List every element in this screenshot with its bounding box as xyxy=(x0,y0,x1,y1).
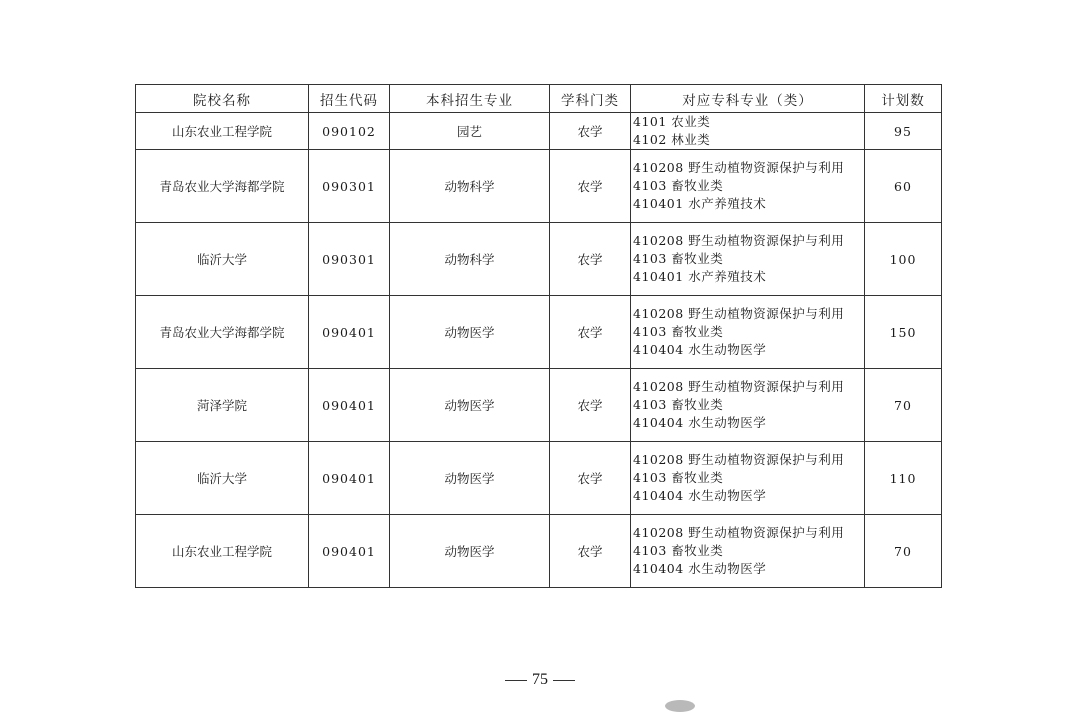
specialty-line: 4103 畜牧业类 xyxy=(633,470,724,485)
specialties-cell xyxy=(631,223,865,296)
category-cell: 农学 xyxy=(550,223,631,296)
code-cell: 090301 xyxy=(309,150,390,223)
category-cell: 农学 xyxy=(550,442,631,515)
code-cell: 090301 xyxy=(309,223,390,296)
category-cell: 农学 xyxy=(550,369,631,442)
school-cell: 菏泽学院 xyxy=(136,369,309,442)
table-row xyxy=(136,150,942,223)
major-cell: 动物科学 xyxy=(390,150,550,223)
header-major: 本科招生专业 xyxy=(390,85,550,113)
specialties-cell xyxy=(631,113,865,150)
specialty-line: 4103 畜牧业类 xyxy=(633,178,724,193)
plan-cell: 70 xyxy=(865,369,942,442)
header-category: 学科门类 xyxy=(550,85,631,113)
major-cell: 动物科学 xyxy=(390,223,550,296)
specialty-line: 410208 野生动植物资源保护与利用 xyxy=(633,160,845,175)
code-cell: 090401 xyxy=(309,369,390,442)
header-code: 招生代码 xyxy=(309,85,390,113)
enrollment-plan-table xyxy=(135,84,942,588)
specialty-line: 410404 水生动物医学 xyxy=(633,342,767,357)
specialty-line: 4102 林业类 xyxy=(633,132,711,147)
school-cell: 临沂大学 xyxy=(136,223,309,296)
category-cell: 农学 xyxy=(550,150,631,223)
footer-dash-right xyxy=(553,680,575,681)
major-cell: 动物医学 xyxy=(390,442,550,515)
school-cell: 青岛农业大学海都学院 xyxy=(136,150,309,223)
specialty-line: 410401 水产养殖技术 xyxy=(633,269,767,284)
plan-cell: 110 xyxy=(865,442,942,515)
category-cell: 农学 xyxy=(550,296,631,369)
school-cell: 山东农业工程学院 xyxy=(136,113,309,150)
table-row xyxy=(136,113,942,150)
specialty-line: 410404 水生动物医学 xyxy=(633,561,767,576)
table-header-row xyxy=(136,85,942,113)
school-cell: 山东农业工程学院 xyxy=(136,515,309,588)
specialties-cell xyxy=(631,369,865,442)
scan-smudge xyxy=(665,700,695,712)
header-school: 院校名称 xyxy=(136,85,309,113)
table-row xyxy=(136,369,942,442)
specialty-line: 410208 野生动植物资源保护与利用 xyxy=(633,525,845,540)
header-specialties: 对应专科专业（类） xyxy=(631,85,865,113)
specialty-line: 4103 畜牧业类 xyxy=(633,251,724,266)
plan-cell: 60 xyxy=(865,150,942,223)
specialties-cell xyxy=(631,296,865,369)
major-cell: 园艺 xyxy=(390,113,550,150)
page-number: 75 xyxy=(532,671,548,688)
specialty-line: 410208 野生动植物资源保护与利用 xyxy=(633,452,845,467)
specialty-line: 4101 农业类 xyxy=(633,114,711,129)
specialties-cell xyxy=(631,442,865,515)
code-cell: 090102 xyxy=(309,113,390,150)
specialty-line: 410208 野生动植物资源保护与利用 xyxy=(633,379,845,394)
specialty-line: 4103 畜牧业类 xyxy=(633,543,724,558)
footer-dash-left xyxy=(505,680,527,681)
major-cell: 动物医学 xyxy=(390,369,550,442)
header-plan: 计划数 xyxy=(865,85,942,113)
table-row xyxy=(136,442,942,515)
specialty-line: 410208 野生动植物资源保护与利用 xyxy=(633,306,845,321)
code-cell: 090401 xyxy=(309,442,390,515)
table-row xyxy=(136,223,942,296)
school-cell: 青岛农业大学海都学院 xyxy=(136,296,309,369)
code-cell: 090401 xyxy=(309,515,390,588)
specialty-line: 410404 水生动物医学 xyxy=(633,488,767,503)
plan-cell: 150 xyxy=(865,296,942,369)
plan-cell: 70 xyxy=(865,515,942,588)
specialty-line: 4103 畜牧业类 xyxy=(633,324,724,339)
category-cell: 农学 xyxy=(550,515,631,588)
major-cell: 动物医学 xyxy=(390,296,550,369)
specialty-line: 4103 畜牧业类 xyxy=(633,397,724,412)
page-footer xyxy=(0,671,1080,689)
specialties-cell xyxy=(631,150,865,223)
major-cell: 动物医学 xyxy=(390,515,550,588)
table-row xyxy=(136,515,942,588)
plan-cell: 100 xyxy=(865,223,942,296)
category-cell: 农学 xyxy=(550,113,631,150)
specialty-line: 410208 野生动植物资源保护与利用 xyxy=(633,233,845,248)
code-cell: 090401 xyxy=(309,296,390,369)
school-cell: 临沂大学 xyxy=(136,442,309,515)
table-row xyxy=(136,296,942,369)
specialty-line: 410404 水生动物医学 xyxy=(633,415,767,430)
plan-cell: 95 xyxy=(865,113,942,150)
specialty-line: 410401 水产养殖技术 xyxy=(633,196,767,211)
specialties-cell xyxy=(631,515,865,588)
